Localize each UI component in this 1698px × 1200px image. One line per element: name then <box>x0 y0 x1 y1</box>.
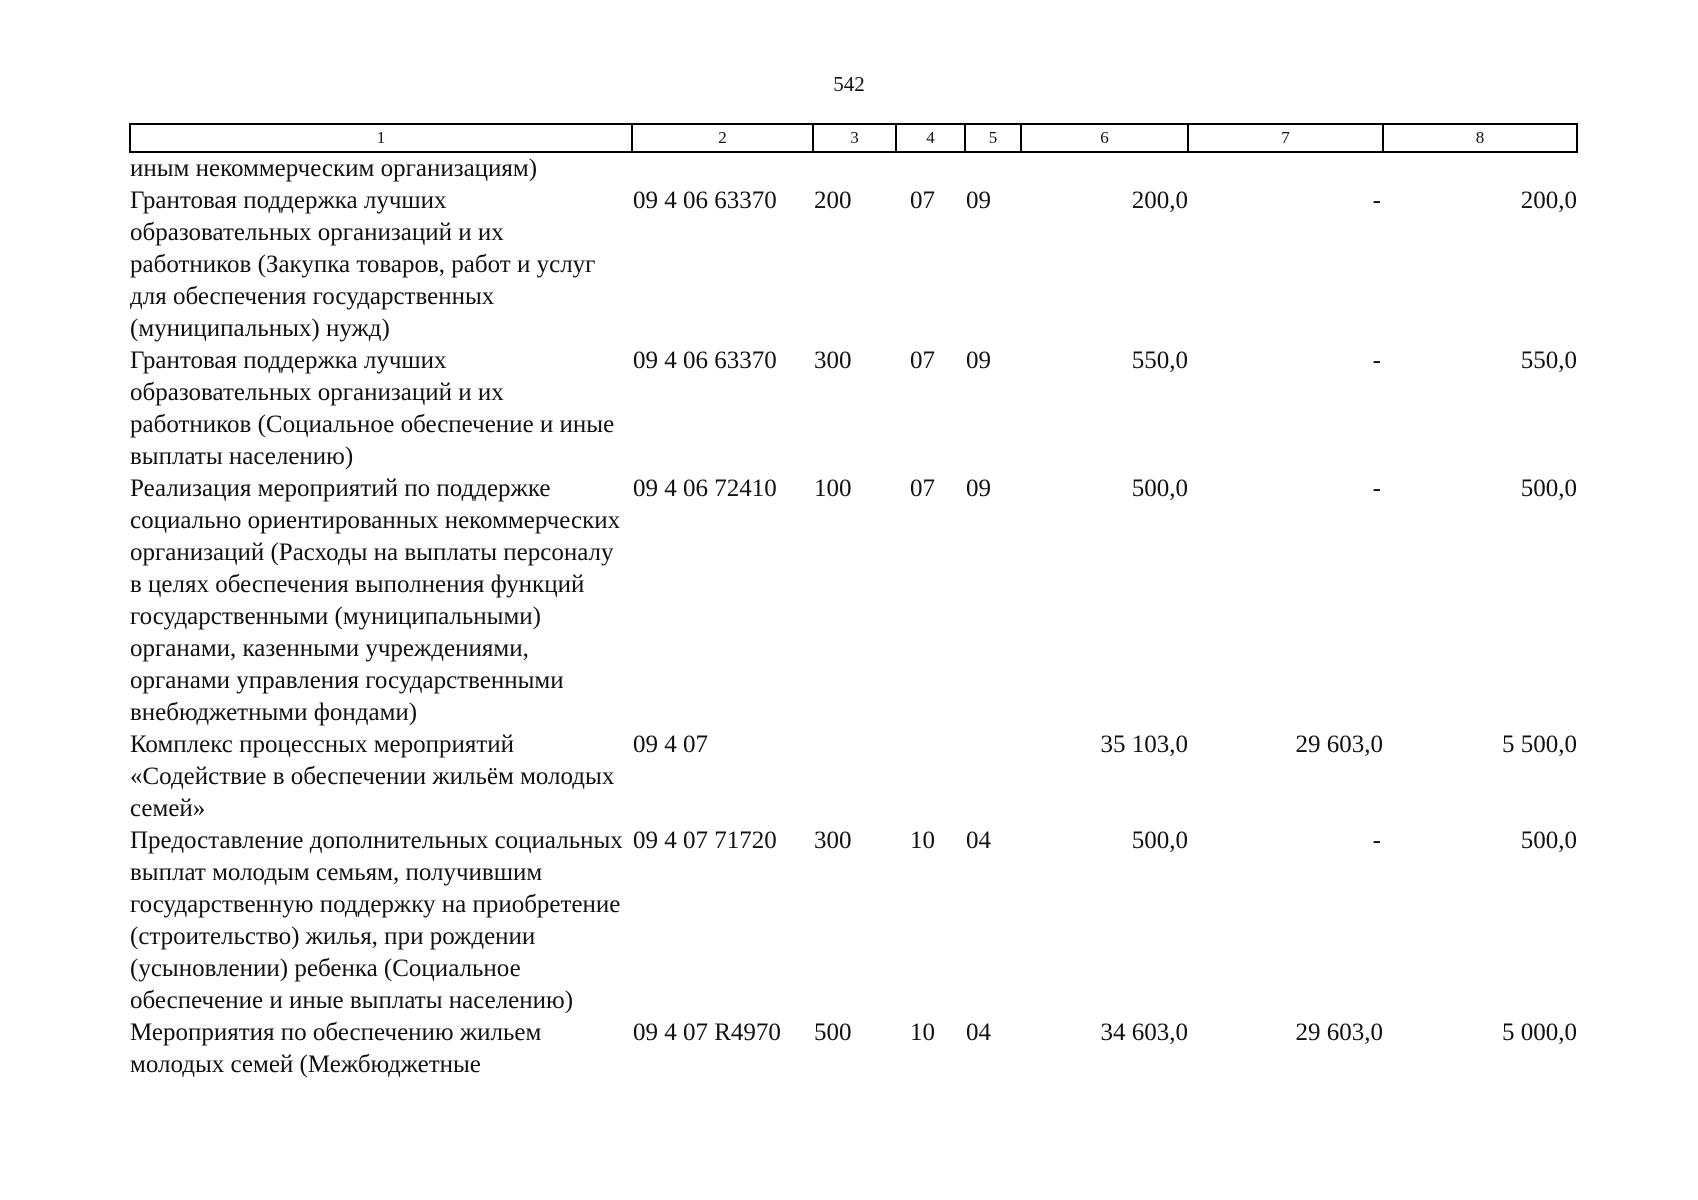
row-total: 500,0 <box>1131 827 1188 854</box>
row-total: 35 103,0 <box>1100 731 1188 758</box>
row-total: 550,0 <box>1131 347 1188 374</box>
header-col-4: 4 <box>896 124 965 152</box>
row-pr: 04 <box>966 1019 991 1046</box>
header-col-6: 6 <box>1021 124 1188 152</box>
table-body <box>130 152 1577 1081</box>
header-col-3: 3 <box>813 124 896 152</box>
row-regional <box>1383 152 1577 185</box>
row-pr: 09 <box>966 187 991 214</box>
row-code <box>632 152 813 185</box>
row-vr: 300 <box>814 827 852 854</box>
row-pr: 09 <box>966 475 991 502</box>
row-pr <box>965 152 1021 185</box>
row-pr <box>965 729 1021 825</box>
row-total <box>1021 152 1188 185</box>
row-vr: 200 <box>814 187 852 214</box>
row-rz <box>896 152 965 185</box>
row-rz: 07 <box>910 347 935 374</box>
row-regional: 200,0 <box>1520 187 1577 214</box>
row-code: 09 4 07 71720 <box>633 827 777 854</box>
row-name: Предоставление дополнительных социальных выплат молодым семьям, получившим государственную поддержку на приобретение (строительство) жилья, при рождении (усыновлении) ребенка (Социальное обеспечение и иные выплаты населению) <box>130 827 623 1014</box>
budget-table <box>129 123 1578 1081</box>
row-federal: - <box>1372 187 1381 214</box>
row-regional: 5 000,0 <box>1502 1019 1577 1046</box>
row-vr <box>813 729 896 825</box>
row-federal: - <box>1372 347 1381 374</box>
row-rz: 10 <box>910 827 935 854</box>
header-col-7: 7 <box>1188 124 1383 152</box>
row-code: 09 4 06 63370 <box>633 187 777 214</box>
table-row <box>130 345 1577 473</box>
row-federal: - <box>1372 475 1381 502</box>
row-name: Комплекс процессных мероприятий «Содействие в обеспечении жильём молодых семей» <box>130 731 615 822</box>
page-number: 542 <box>833 72 865 96</box>
row-code: 09 4 07 <box>633 731 708 758</box>
row-pr: 09 <box>966 347 991 374</box>
header-col-8: 8 <box>1383 124 1577 152</box>
row-regional: 500,0 <box>1520 475 1577 502</box>
row-total: 34 603,0 <box>1100 1019 1188 1046</box>
table-row <box>130 473 1577 729</box>
table-row <box>130 729 1577 825</box>
row-total: 500,0 <box>1131 475 1188 502</box>
row-total: 200,0 <box>1131 187 1188 214</box>
table-row <box>130 185 1577 345</box>
header-col-5: 5 <box>965 124 1021 152</box>
row-code: 09 4 06 63370 <box>633 347 777 374</box>
header-col-2: 2 <box>632 124 813 152</box>
table-row <box>130 1017 1577 1081</box>
row-vr: 300 <box>814 347 852 374</box>
header-row <box>130 124 1577 152</box>
row-name: Мероприятия по обеспечению жильем молодых семей (Межбюджетные <box>130 1019 542 1078</box>
row-rz: 10 <box>910 1019 935 1046</box>
row-regional: 550,0 <box>1520 347 1577 374</box>
row-rz <box>896 729 965 825</box>
header-col-1: 1 <box>130 124 632 152</box>
row-code: 09 4 07 R4970 <box>633 1019 781 1046</box>
table-header <box>130 124 1577 152</box>
row-federal <box>1188 152 1383 185</box>
table-row <box>130 152 1577 185</box>
row-federal: 29 603,0 <box>1295 1019 1383 1046</box>
row-vr: 100 <box>814 475 852 502</box>
row-name: Реализация мероприятий по поддержке социально ориентированных некоммерческих организаций (Расходы на выплаты персоналу в целях обеспечения выполнения функций государственными (муниципальными) органами, казенными учреждениями, органами управления государственными внебюджетными фондами) <box>130 475 621 726</box>
row-code: 09 4 06 72410 <box>633 475 777 502</box>
table-row <box>130 825 1577 1017</box>
row-regional: 500,0 <box>1520 827 1577 854</box>
row-pr: 04 <box>966 827 991 854</box>
row-federal: 29 603,0 <box>1295 731 1383 758</box>
row-name: Грантовая поддержка лучших образовательных организаций и их работников (Закупка товаров, работ и услуг для обеспечения государственных (муниципальных) нужд) <box>130 187 596 342</box>
row-federal: - <box>1372 827 1381 854</box>
row-name: иным некоммерческим организациям) <box>130 155 538 182</box>
row-name: Грантовая поддержка лучших образовательных организаций и их работников (Социальное обеспечение и иные выплаты населению) <box>130 347 615 470</box>
row-vr <box>813 152 896 185</box>
row-rz: 07 <box>910 187 935 214</box>
row-rz: 07 <box>910 475 935 502</box>
row-regional: 5 500,0 <box>1502 731 1577 758</box>
row-vr: 500 <box>814 1019 852 1046</box>
